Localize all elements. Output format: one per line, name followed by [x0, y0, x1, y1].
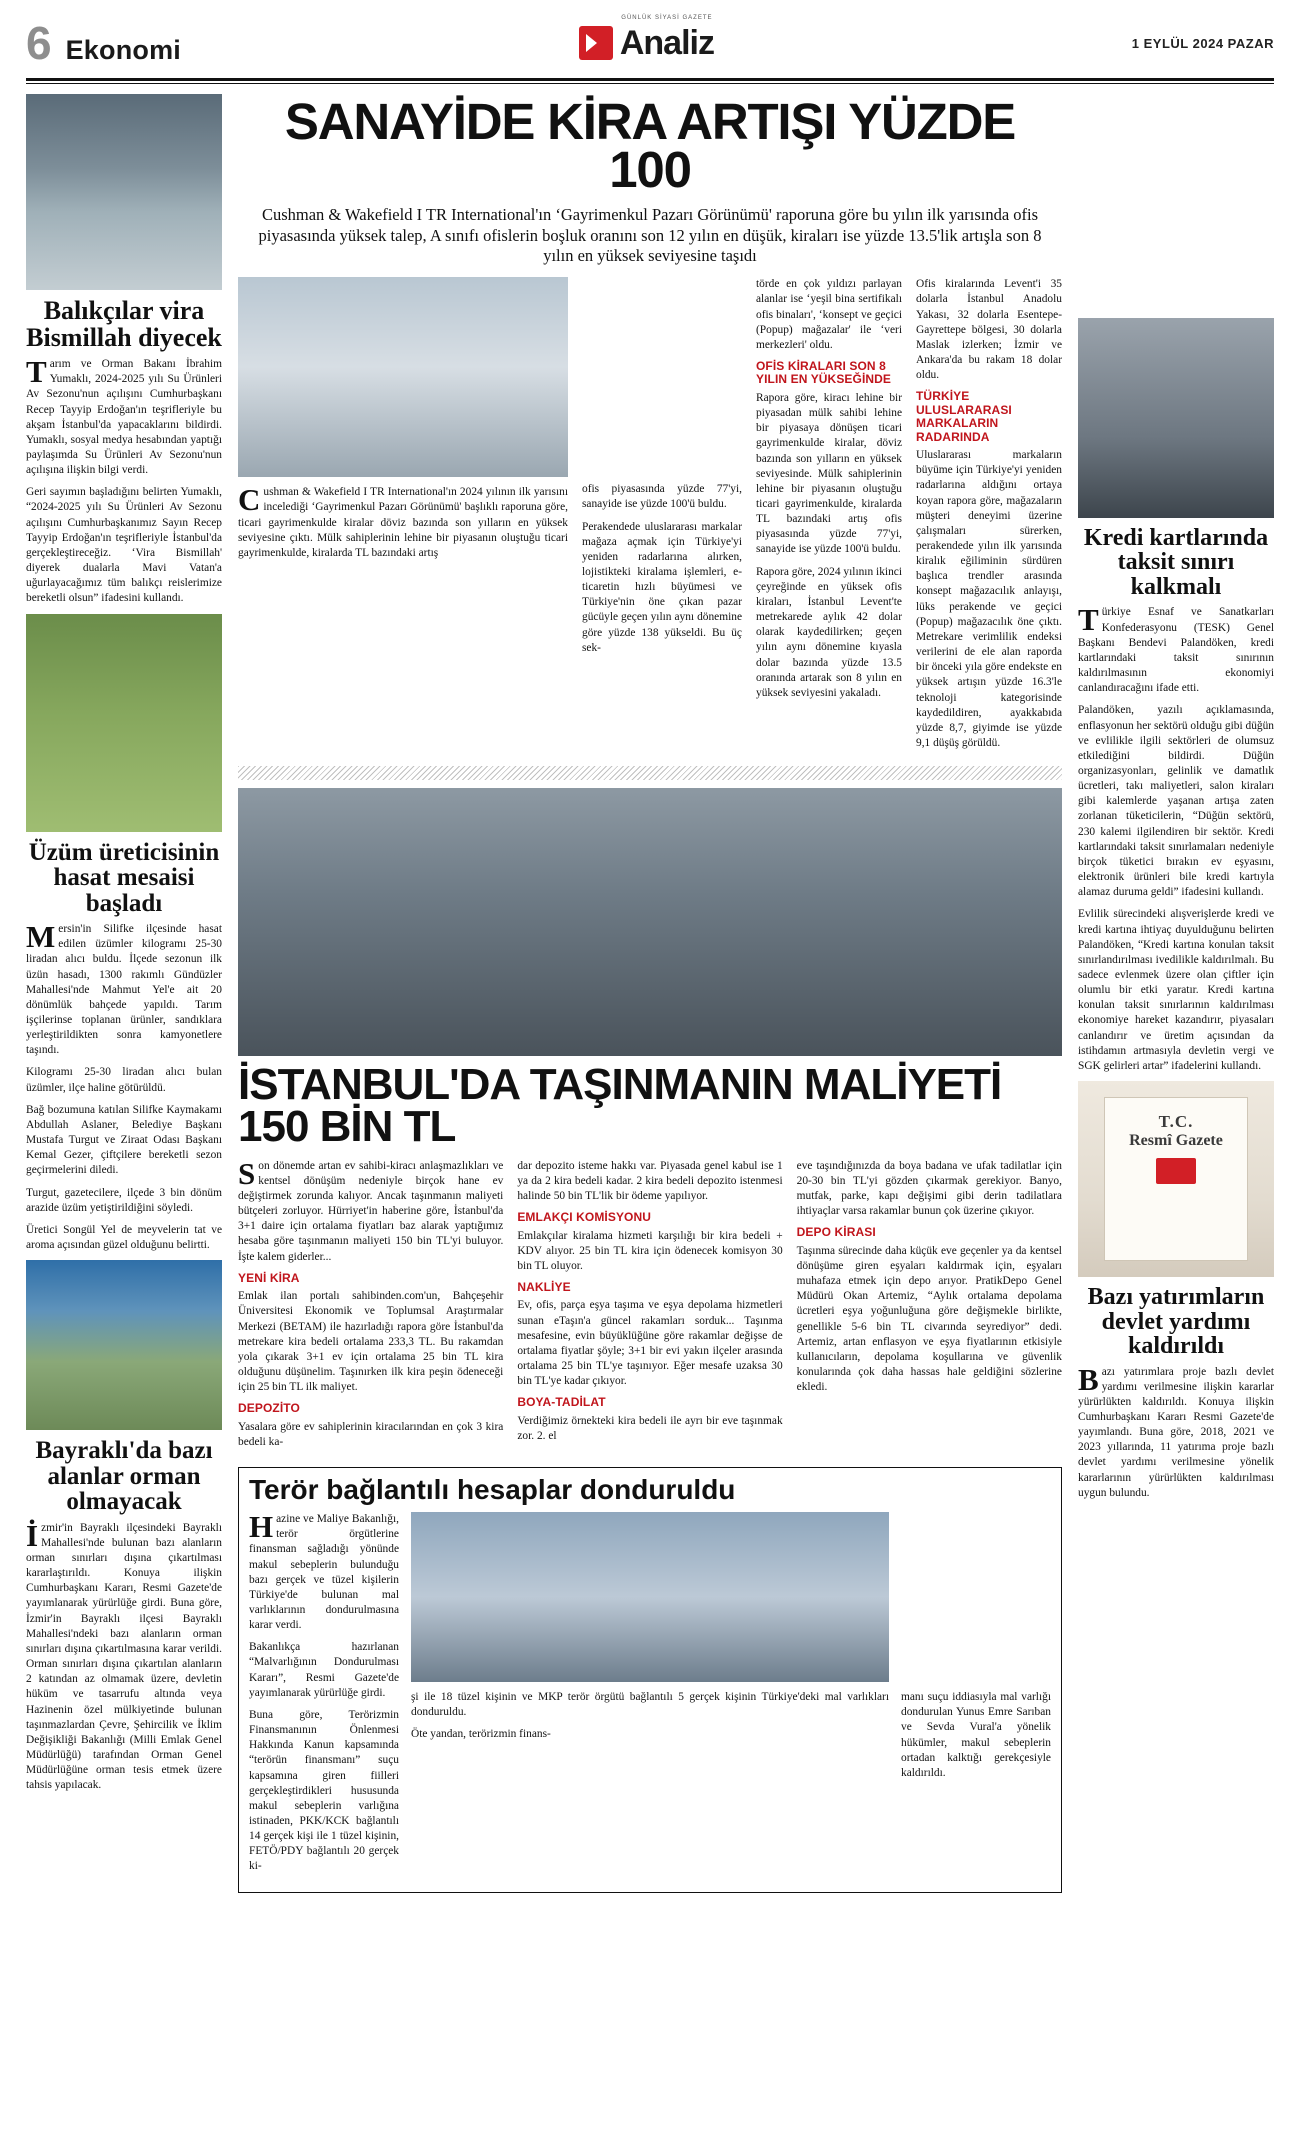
fishermen-paragraph-1: Tarım ve Orman Bakanı İbrahim Yumaklı, 2024-2025 yılı Su Ürünleri Av Sezonu'nun açılışını Cumhurbaşkanı Recep Tayyip Erdoğan'ın teşrifleriyle bu akşam İstanbul'da yapacaklarını bildirdi. Yumaklı, sosyal medya hesabından yaptığı paylaşımda Su Ürünleri Av Sezonu'nun açılışına ilişkin bilgi verdi. [26, 354, 222, 477]
moving-paragraph-1: Son dönemde artan ev sahibi-kiracı anlaşmazlıkları ve kentsel dönüşüm nedeniyle birçok hane ev değiştirmek zorunda kalıyor. Ancak taşınmanın maliyeti bütçeleri zorluyor. Hürriyet'in haberine göre, İstanbul'da 3+1 daire için ortalama fiyatları baz alarak yaptığımız hesaba göre taşınmanın maliyeti 150 bin TL'yi buluyor. İşte kalem giderler... [238, 1155, 504, 1263]
subhead-transport: NAKLİYE [517, 1280, 571, 1295]
gazette-tc-label: T.C. [1158, 1112, 1194, 1132]
frozen-accounts-box [238, 1467, 1062, 1893]
credit-paragraph-3: Evlilik sürecindeki alışverişlerde kredi ve kredi kartına ihtiyaç duyulduğunu belirten Palandöken, “Kredi kartına konulan taksit sınırlandırılması ivedilikle kaldırılmalı. Bu sadece evlenmek üzere olan çiftler için olumlu bir etki yaratır. Kredi kartına konulan taksit sınırlarının kaldırılması ekonomiye hareket kazandırır, piyasaları canlandırır ve üretim açısından da istihdamın artmasıyla devletin vergi ve SGK gelirleri artar” ifadelerini kullandı. [1078, 908, 1274, 1072]
headline-state-aid: Bazı yatırımların devlet yardımı kaldırıldı [1087, 1284, 1265, 1360]
tesk-president-photo [1078, 318, 1274, 518]
lead-paragraph-4b: Uluslararası markaların büyüme için Türkiye'yi yeniden radarlarına aldığını ortaya koyan rapora göre, mağazaların müşteri deneyimi üzerine çalışmaları sürerken, perakendede yılın ilk yarısında kiralık eğiliminin sürdüren başlıca trendler arasında konsept mağazacılık anlayışı, lüks perakende ve geçici (Popup) mağazacılık öne çıktı. Metrekare verimlilik endeksi verilerini de ele alan raporda bir önceki yıla göre endekste en yüksek artışın yüzde 16.3'le teknoloji kategorisinde kaydedildiren, ayakkabıda yüzde 8,7, giyimde ise yüzde 9,1 düşüş görüldü. [916, 449, 1062, 750]
moving-paragraph-5: Emlakçılar kiralama hizmeti karşılığı bir kira bedeli + KDV alıyor. 25 bin TL kira için ödenecek komisyon 30 bin TL oluyor. [517, 1229, 783, 1272]
issue-date: 1 EYLÜL 2024 PAZAR [1131, 35, 1274, 51]
frozen-paragraph-5: Öte yandan, terörizmin finans- [411, 1728, 551, 1741]
moving-paragraph-8: eve taşındığınızda da boya badana ve ufak tadilatlar için 20-30 bin TL'yi gözden çıkarmak gerekiyor. Banyo, mutfak, parke, kapı değişimi gibi derin tadilatlara ihtiyaçlar varsa rakamlar bunun çok üzerine çıkıyor. [796, 1159, 1062, 1218]
moving-paragraph-9: Taşınma sürecinde daha küçük eve geçenler ya da kentsel dönüşüme giren eşyaları kaldırmak için, eşyaları muhafaza etmek için depo arıyor. PratikDepo Genel Müdürü Okan Artemiz, “Aylık ortalama depolama ücretleri eşya yoğunluğuna göre değişmekle birlikte, genellikle 5-6 bin TL civarında seyrediyor” dedi. Artemiz, artan enflasyon ve eşya fiyatlarının etkisiyle kullanıcıların, depolama koşullarına ve güvenlik konularında çok daha hassas hale geldiğini sözlerine ekledi. [796, 1244, 1062, 1394]
turkish-flag-icon [1156, 1158, 1196, 1184]
lead-photo-and-text [238, 277, 1062, 758]
gazette-cover [1104, 1097, 1248, 1261]
section-divider [238, 766, 1062, 780]
logo-subtitle: GÜNLÜK SİYASİ GAZETE [621, 14, 713, 21]
lead-paragraph-3a: törde en çok yıldızı parlayan alanlar ise ‘yeşil bina sertifikalı ofis binaları', ‘konsept ve geçici (Popup) mağazalar' ile ‘veri merkezleri' oldu. [756, 278, 902, 351]
frozen-paragraph-1: Hazine ve Maliye Bakanlığı, terör örgütlerine finansman sağladığı yönünde makul sebeplerin bulunduğu bazı gerçek ve tüzel kişilerin Türkiye'de bulunan mal varlıklarının dondurulmasına karar verdi. [249, 1509, 399, 1632]
headline-frozen-accounts: Terör bağlantılı hesaplar donduruldu [249, 1474, 736, 1506]
page-number: 6 [26, 17, 52, 69]
headline-fishermen: Balıkçılar vira Bismillah diyecek [26, 296, 222, 352]
subhead-deposit: DEPOZİTO [238, 1401, 300, 1416]
bayrakli-paragraph-1: İzmir'in Bayraklı ilçesindeki Bayraklı Mahallesi'nde bulunan bazı alanların orman sınırları dışına çıkartılması kararlaştırıldı. Konuya ilişkin Cumhurbaşkanı Kararı, Resmi Gazete'de yayımlanarak yürürlüğe girdi. Buna göre, İzmir'in Bayraklı ilçesi Bayraklı Mahallesi'ndeki bazı alanların orman sınırları dışına çıkartılmasına karar verildi. Orman sınırları dışına çıkartılan alanların 2 katından az olmamak üzere, devletin hüküm ve tasarrufu altında veya Hazinenin özel mülkiyetinde bulunan taşınmazlardan Çevre, Şehircilik ve İklim Değişikliği Bakanlığı (Milli Emlak Genel Müdürlüğü) tarafından Orman Genel Müdürlüğüne orman tesis etmek üzere tahsis yapılacak. [26, 1517, 222, 1792]
right-column [1078, 94, 1274, 1893]
grape-paragraph-4: Turgut, gazetecilere, ilçede 3 bin dönüm arazide üzüm yetiştirildiğini söyledi. [26, 1186, 222, 1214]
play-mark-icon [579, 26, 613, 60]
fisherman-photo [26, 94, 222, 290]
masthead-rule [26, 78, 1274, 81]
grape-paragraph-1: Mersin'in Silifke ilçesinde hasat edilen üzümler kilogramı 25-30 liradan alıcı buldu. İlçede sezonun ilk üzün hasadı, 1300 rakımlı Gündüzler Mahallesi'nde Mahmut Yel'e ait 20 dönümlük bahçede yapıldı. Tarım işçilerinse toplanan ürünler, sandıklara yerleştirildikten sonra kamyonetlere taşındı. [26, 919, 222, 1057]
masthead-left [26, 17, 182, 69]
lead-paragraph-2a: ofis piyasasında yüzde 77'yi, sanayide ise yüzde 100'ü buldu. [582, 483, 742, 511]
lead-paragraph-2b: Perakendede uluslararası markalar mağaza açmak için Türkiye'yi yeniden radarlarına alırken, lojistikteki kiralama işlemleri, e-ticaretin hızlı büyümesi ve Türkiye'nin öne çıkan pazar gücüyle geçen yılın aynı dönemine göre yüzde 138 yükseldi. Bu üç sek- [582, 520, 742, 654]
subhead-agent-commission: EMLAKÇI KOMİSYONU [517, 1210, 652, 1225]
lead-paragraph-3b: Rapora göre, kiracı lehine bir piyasadan mülk sahibi lehine bir piyasaya dönüşen ticari gayrimenkulde kiralar, döviz bazında son yılların en yüksek seviyesinde. Mülk sahiplerinin lehine bir piyasanın oluştuğu ticari gayrimenkulde, kiralarda TL bazındaki artış ofis piyasasında yüzde 77'yi, sanayide ise yüzde 100'ü buldu. [756, 391, 902, 556]
moving-paragraph-3: Yasalara göre ev sahiplerinin kiracılarından en çok 3 kira bedeli ka- [238, 1420, 504, 1448]
ministry-building-photo [411, 1512, 889, 1682]
headline-bayrakli: Bayraklı'da bazı alanlar orman olmayacak [35, 1437, 213, 1516]
lead-headline: SANAYİDE KİRA ARTIŞI YÜZDE 100 [284, 93, 1016, 199]
gazette-name-label: Resmî Gazete [1129, 1132, 1223, 1150]
moving-paragraph-7: Verdiğimiz örnekteki kira bedeli ile ayrı bir eve taşınmak zor. 2. el [517, 1414, 783, 1442]
grape-paragraph-2: Kilogramı 25-30 liradan alıcı bulan üzümler, ilçe haline götürüldü. [26, 1066, 222, 1094]
right-column-spacer [1078, 94, 1274, 318]
moving-paragraph-2: Emlak ilan portalı sahibinden.com'un, Bahçeşehir Üniversitesi Ekonomik ve Toplumsal Araştırmalar Merkezi (BETAM) ile hazırladığı rapora göre İstanbul'da metrekare kira bedeli ortalama 233,3 TL. Bu rakamdan yola çıkarak 3+1 ev için ortalama 25 bin TL kira olduğunu düşünelim. Taşınırken ilk kira peşin ödeneceği için 25 bin TL ilk maliyet. [238, 1290, 504, 1394]
headline-credit-cards: Kredi kartlarında taksit sınırı kalkmalı [1083, 525, 1269, 600]
masthead [26, 0, 1274, 72]
lead-paragraph-4a: Ofis kiralarında Levent'i 35 dolarla İstanbul Anadolu Yakası, 32 dolarla Esentepe-Gayrettepe bölgesi, 30 dolarla Maslak izlerken; İzmir ve Ankara'da bu rakam 18 dolar oldu. [916, 278, 1062, 382]
newspaper-logo [579, 14, 714, 63]
grape-harvest-photo [26, 614, 222, 832]
logo-text: Analiz [619, 23, 714, 62]
frozen-paragraph-2: Bakanlıkça hazırlanan “Malvarlığının Dondurulması Kararı”, Resmi Gazete'de yayımlanarak yürürlüğe girdi. [249, 1641, 399, 1699]
headline-grape: Üzüm üreticisinin hasat mesaisi başladı [28, 838, 220, 917]
lead-subheadline: Cushman & Wakefield I TR International'ın ‘Gayrimenkul Pazarı Görünümü' raporuna göre bu yılın ilk yarısında ofis piyasasında yüksek talep, A sınıfı ofislerin boşluk oranını son 12 yılın en düşük, kiraları ise yüzde 13.5'lik artışla son 8 yılın en yüksek seviyesine taşıdı [258, 204, 1042, 266]
section-title: Ekonomi [65, 35, 182, 65]
frozen-accounts-columns [249, 1509, 1051, 1882]
grape-paragraph-3: Bağ bozumuna katılan Silifke Kaymakamı Abdullah Aslaner, Belediye Başkanı Mustafa Turgut ve Ziraat Odası Başkanı Kemal Gezer, çiftçilere bereketli sezon geçirmelerini diledi. [26, 1103, 222, 1177]
lead-subhead-office-rents: OFİS KİRALARI SON 8 YILIN EN YÜKSEĞİNDE [756, 359, 892, 387]
headline-moving-cost: İSTANBUL'DA TAŞINMANIN MALİYETİ 150 BİN TL [238, 1060, 1002, 1152]
office-photo [238, 277, 568, 477]
masthead-rule-thin [26, 83, 1274, 84]
page-columns [26, 94, 1274, 1893]
frozen-paragraph-4: şi ile 18 tüzel kişinin ve MKP terör örgütü bağlantılı 5 gerçek kişinin Türkiye'deki mal varlıkları donduruldu. [411, 1691, 889, 1719]
fishermen-paragraph-2: Geri sayımın başladığını belirten Yumaklı, “2024-2025 yılı Su Ürünleri Av Sezonu açılışını Cumhurbaşkanımız Sayın Recep Tayyip Erdoğan'ın teşrifleriyle İstanbul'da gerçekleştireceğiz. ‘Vira Bismillah' diyerek dualarla Mavi Vatan'a uğurlayacağımız tüm balıkçı reislerimize bereketli olsun” ifadesini kullandı. [26, 486, 222, 605]
frozen-paragraph-3: Buna göre, Terörizmin Finansmanının Önlenmesi Hakkında Kanun kapsamında “terörün finansmanı” suçu kapsamına giren fiilleri gerçekleştirdikleri hususunda makul sebeplerin varlığına istinaden, PKK/KCK bağlantılı 14 gerçek kişi ile 1 tüzel kişinin, FETÖ/PDY bağlantılı 20 gerçek ki- [249, 1708, 399, 1873]
moving-cost-body [238, 1155, 1062, 1457]
middle-column [238, 94, 1062, 1893]
credit-paragraph-1: Türkiye Esnaf ve Sanatkarları Konfederasyonu (TESK) Genel Başkanı Bendevi Palandöken, kredi kartlarındaki taksit sınırının kaldırılmasının ekonomiyi canlandıracağını ifade etti. [1078, 602, 1274, 695]
grape-paragraph-5: Üretici Songül Yel de meyvelerin tat ve aroma açısından güzel olduğunu belirtti. [26, 1223, 222, 1251]
lead-subhead-international-brands: TÜRKİYE ULUSLARARASI MARKALARIN RADARINDA [916, 389, 1012, 444]
left-column [26, 94, 222, 1893]
bayrakli-aerial-photo [26, 1260, 222, 1430]
state-aid-paragraph-1: Bazı yatırımlara proje bazlı devlet yardımı verilmesine ilişkin kararlar yürürlükten kaldırıldı. Konuya ilişkin Cumhurbaşkanı Kararı Resmi Gazete'de yayımlandı. Buna göre, 2018, 2021 ve 2023 yıllarında, 11 yatırıma proje bazlı devlet yardımı verilmesine yönelik kararlarının yürürlükten kaldırılması uygun bulundu. [1078, 1361, 1274, 1499]
subhead-new-rent: YENİ KİRA [238, 1270, 300, 1285]
lead-paragraph-1: Cushman & Wakefield I TR International'ın 2024 yılının ilk yarısını incelediği ‘Gayrimenkul Pazarı Görünümü' başlıklı raporuna göre, ticari gayrimenkulde kiralar döviz bazında son yılların en yüksek seviyesine çıktı. Mülk sahiplerinin lehine bir piyasanın oluştuğu ticari gayrimenkulde, kiralarda TL bazındaki artış [238, 482, 568, 559]
resmi-gazete-photo [1078, 1081, 1274, 1277]
subhead-storage-rent: DEPO KİRASI [796, 1225, 876, 1240]
lead-paragraph-3c: Rapora göre, 2024 yılının ikinci çeyreğinde en yüksek ofis kiraları, İstanbul Levent'te metrekarede aylık 42 dolar olarak kaydedilirken; geçen yılın aynı dönemine kıyasla dolar bazında yüzde 13.5 oranında artarak son 8 yılın en yüksek seviyesini yakaladı. [756, 565, 902, 699]
frozen-paragraph-6: manı suçu iddiasıyla mal varlığı dondurulan Yunus Emre Sarıban ve Sevda Vural'a yönelik hükümler, makul sebeplerin ortadan kalktığı gerekçesiyle kaldırıldı. [901, 1691, 1051, 1779]
moving-truck-photo [238, 788, 1062, 1056]
credit-paragraph-2: Palandöken, yazılı açıklamasında, enflasyonun her sektörü olduğu gibi düğün ve evlilikle ilgili sektörleri de olumsuz etkilediğini bildirdi. Düğün organizasyonları, gelinlik ve damatlık ücretleri, takı maliyetleri, salon kiraları gibi kalemlerde yaşanan artışa zaten zorlanan tüketicilerin, “Düğün sektörü, 230 kalemi ilgilendiren bir sektör. Kredi kartlarındaki taksit sınırlamaları nedeniyle birçok tüketici bırakın ev eşyasını, elektronik ürünleri bile kredi kartıyla alamaz duruma geldi” ifadesini kullandı. [1078, 704, 1274, 899]
moving-paragraph-6: Ev, ofis, parça eşya taşıma ve eşya depolama hizmetleri sunan eTaşın'a güncel rakamları sorduk... Taşınma mesafesine, evin büyüklüğüne göre rakamlar değişse de ortalama fiyatlar şöyle; 3+1 bir evi yakın ilçeler arasında ortalama 25 bin TL'ye taşınıyor. Eğer mesafe uzaksa 30 bin TL'ye kadar çıkıyor. [517, 1299, 783, 1388]
moving-paragraph-4: dar depozito isteme hakkı var. Piyasada genel kabul ise 1 ya da 2 kira bedeli kadar. 2 kira bedeli depozito istenmesi halinde 50 bin TL'lik bir ödeme yapılıyor. [517, 1159, 783, 1202]
subhead-painting: BOYA-TADİLAT [517, 1395, 606, 1410]
